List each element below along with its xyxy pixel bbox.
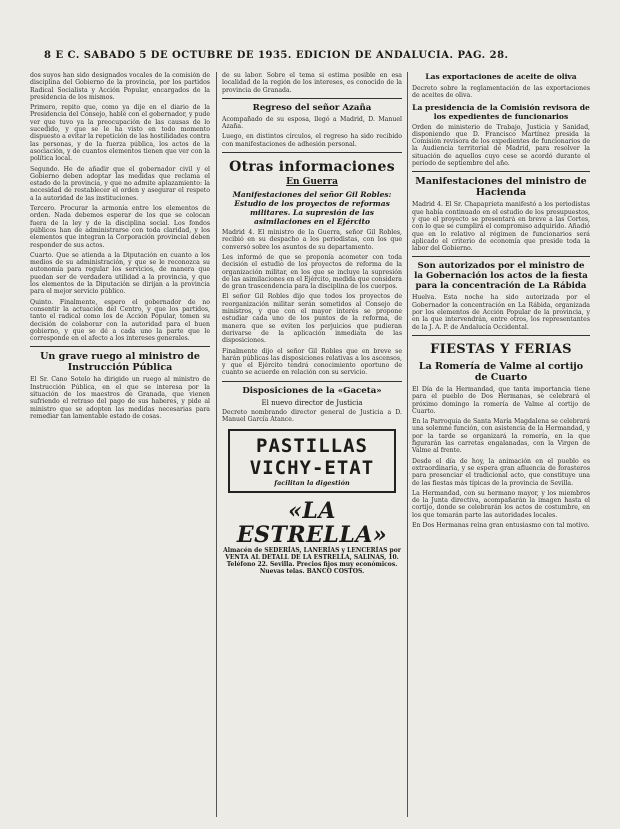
ad-line: VICHY-ETAT (249, 457, 375, 480)
article-paragraph: El señor Gil Robles dijo que todos los proyectos de reorganización militar serán sometidos al Consejo de ministros, y que con el mayor interés se propone estudiar cada uno de los puntos de la reforma, de manera que se eviten los perjuicios que pudieran derivarse de la aplicación inmediata de las disposiciones. (222, 293, 402, 345)
article-paragraph: Segundo. He de añadir que el gobernador civil y el Gobierno deben adoptar las medidas que reclama el estado de la provincia, y que no admite aplazamiento: la necesidad de restablecer el orden y asegurar el respeto a la autoridad de las instituciones. (30, 165, 210, 202)
ad-line: PASTILLAS (256, 435, 368, 458)
divider (222, 98, 402, 99)
article-paragraph: dos suyos han sido designados vocales de la comisión de disciplina del Gobierno de la provincia, por los partidos Radical Socialista y Acción Popular, encargados de la presidencia de los mismos. (30, 72, 210, 101)
headline-gil-robles: Manifestaciones del señor Gil Robles: Estudio de los proyectos de reformas militares. La supresión de las asimilaciones en el Ejército (232, 190, 392, 227)
article-paragraph: Desde el día de hoy, la animación en el pueblo es extraordinaria, y se espera gran afluencia de forasteros para presenciar el tradicional acto, que constituye una de las fiestas más típicas de la provincia de Sevilla. (412, 457, 590, 487)
column-rule (216, 72, 217, 817)
article-paragraph: La Hermandad, con su hermano mayor, y los miembros de la Junta directiva, acompañarán la imagen hasta el cortijo, donde se celebrarán los actos de costumbre, en los que tomarán parte las autoridades locales. (412, 489, 590, 519)
subheadline-justicia: El nuevo director de Justicia (261, 398, 363, 407)
divider (412, 256, 590, 257)
page-header: 8 E C. SABADO 5 DE OCTUBRE DE 1935. EDICION DE ANDALUCIA. PAG. 28. (44, 50, 509, 61)
section-title-otras: Otras informaciones (229, 159, 395, 176)
column-1 (30, 72, 210, 817)
divider (412, 335, 590, 336)
section-subtitle-guerra: En Guerra (286, 177, 338, 188)
article-paragraph: Primero, repito que, como ya dije en el diario de la Presidencia del Consejo, hablé con el gobernador, y pude ver que tuvo ya la preocupación de las causas de lo sucedido, y que se le ha visto en todo momento dispuesto a evitar la repetición de las hostilidades contra las personas, y de la fuerza pública, los actos de la asociación, y de cuantos elementos tienen que ver con la política local. (30, 104, 210, 163)
article-paragraph: de su labor. Sobre el tema si estima posible en esa localidad de la región de los intereses, es conocido de la provincia de Granada. (222, 72, 402, 94)
divider (222, 381, 402, 382)
article-paragraph: Luego, en distintos círculos, el regreso ha sido recibido con manifestaciones de adhesión personal. (222, 133, 402, 148)
column-2 (222, 72, 402, 817)
headline-rabida: Son autorizados por el ministro de la Gobernación los actos de la fiesta para la concentración de La Rábida (414, 261, 588, 292)
article-paragraph: Quinto. Finalmente, espero el gobernador de no consentir la actuación del Centro, y que los partidos, tanto el radical como los de Acción Popular, tomen su decisión de colaborar con la autoridad para el buen gobierno, y que se dé a cada uno la parte que le corresponde en el afecto a los intereses generales. (30, 298, 210, 343)
ad-title: «LA ESTRELLA» (236, 498, 388, 549)
article-paragraph: Tercero. Procurar la armonía entre los elementos de orden. Nada debemos esperar de los que se colocan fuera de la ley y de la disciplina social. Los fondos públicos han de administrarse con toda claridad, y los elementos que integran la Corporación provincial deben responder de sus actos. (30, 205, 210, 249)
divider (412, 171, 590, 172)
article-paragraph: Cuarto. Que se atienda a la Diputación en cuanto a los medios de su administración, y que se le reconozca su autonomía para regular los servicios, de manera que puedan ser de verdadera utilidad a la provincia, y que los elementos de la Diputación se dirijan a la provincia para el mejor servicio público. (30, 251, 210, 296)
article-paragraph: En Dos Hermanas reina gran entusiasmo con tal motivo. (412, 521, 590, 529)
article-paragraph: Decreto sobre la reglamentación de las exportaciones de aceites de oliva. (412, 85, 590, 100)
article-paragraph: El Sr. Cano Sotelo ha dirigido un ruego al ministro de Instrucción Pública, en el que se interesa por la situación de los maestros de Granada, que vienen sufriendo el retraso del pago de sus haberes, y pide al ministro que se adopten las medidas necesarias para remediar tan lamentable estado de cosas. (30, 376, 210, 420)
article-paragraph: Acompañado de su esposa, llegó a Madrid, D. Manuel Azaña. (222, 115, 402, 131)
article-paragraph: Madrid 4. El Sr. Chapaprieta manifestó a los periodistas que había continuado en el estudio de los presupuestos, y que el proyecto se presentará en breve a las Cortes, con lo que se cumplirá el compromiso adquirido. Añadió que en lo relativo al régimen de funcionarios será aplicado el criterio de economía que preside toda la labor del Gobierno. (412, 201, 590, 253)
headline-gaceta: Disposiciones de la «Gaceta» (242, 385, 382, 396)
section-title-fiestas: FIESTAS Y FERIAS (430, 341, 572, 357)
headline-azana: Regreso del señor Azaña (252, 102, 372, 113)
headline-hacienda: Manifestaciones del ministro de Hacienda (415, 176, 587, 199)
column-3 (412, 72, 590, 817)
headline-aceite: Las exportaciones de aceite de oliva (425, 72, 577, 81)
article-paragraph: Les informó de que se proponía acometer con toda decisión el estudio de los proyectos de reforma de la organización militar, en los que se incluye la supresión de las asimilaciones en el Ejército, medida que considera de gran trascendencia para la disciplina de los cuerpos. (222, 253, 402, 291)
headline-romeria: La Romería de Valme al cortijo de Cuarto (418, 360, 584, 383)
headline-instruccion: Un grave ruego al ministro de Instrucción Pública (40, 351, 200, 374)
advertisement-vichy (228, 429, 396, 493)
article-paragraph: Orden de ministerio de Trabajo, Justicia y Sanidad, disponiendo que D. Francisco Martínez presida la Comisión revisora de los expedientes de funcionarios de la Audiencia territorial de Madrid, para resolver la situación de aquellos cuyo cese se acordó durante el período de septiembre del año. (412, 123, 590, 168)
article-paragraph: Madrid 4. El ministro de la Guerra, señor Gil Robles, recibió en su despacho a los periodistas, con los que conversó sobre los asuntos de su departamento. (222, 229, 402, 251)
advertisement-estrella (222, 499, 402, 575)
ad-tagline: facilitan la digestión (274, 479, 350, 488)
ad-text: Almacén de SEDERÍAS, LANERÍAS y LENCERÍAS por VENTA AL DETALL DE LA ESTRELLA, SALINAS, 10. Teléfono 22. Sevilla. Precios fijos muy económicos. Nuevas telas. BANCO COSTOS. (223, 547, 401, 576)
article-paragraph: En la Parroquia de Santa María Magdalena se celebrará una solemne función, con asistencia de la Hermandad, y por la tarde se organizará la romería, en la que figurarán las carretas engalanadas, con la Virgen de Valme al frente. (412, 418, 590, 455)
article-paragraph: Huelva. Esta noche ha sido autorizada por el Gobernador la concentración en La Rábida, organizada por los elementos de Acción Popular de la provincia, y en la que intervendrán, entre otros, los representantes de la J. A. P. de Andalucía Occidental. (412, 294, 590, 331)
divider (30, 346, 210, 347)
article-paragraph: El Día de la Hermandad, que tanta importancia tiene para el pueblo de Dos Hermanas, se celebrará el próximo domingo la romería de Valme al cortijo de Cuarto. (412, 385, 590, 415)
headline-comision: La presidencia de la Comisión revisora de los expedientes de funcionarios (412, 102, 590, 121)
column-rule (407, 72, 408, 817)
article-paragraph: Finalmente dijo el señor Gil Robles que en breve se harán públicas las disposiciones relativas a los ascensos, y que el Ejército tendrá conocimiento oportuno de cuanto se acuerde en relación con su servicio. (222, 347, 402, 377)
divider (222, 152, 402, 153)
article-paragraph: Decreto nombrando director general de Justicia a D. Manuel García Atance. (222, 408, 402, 424)
